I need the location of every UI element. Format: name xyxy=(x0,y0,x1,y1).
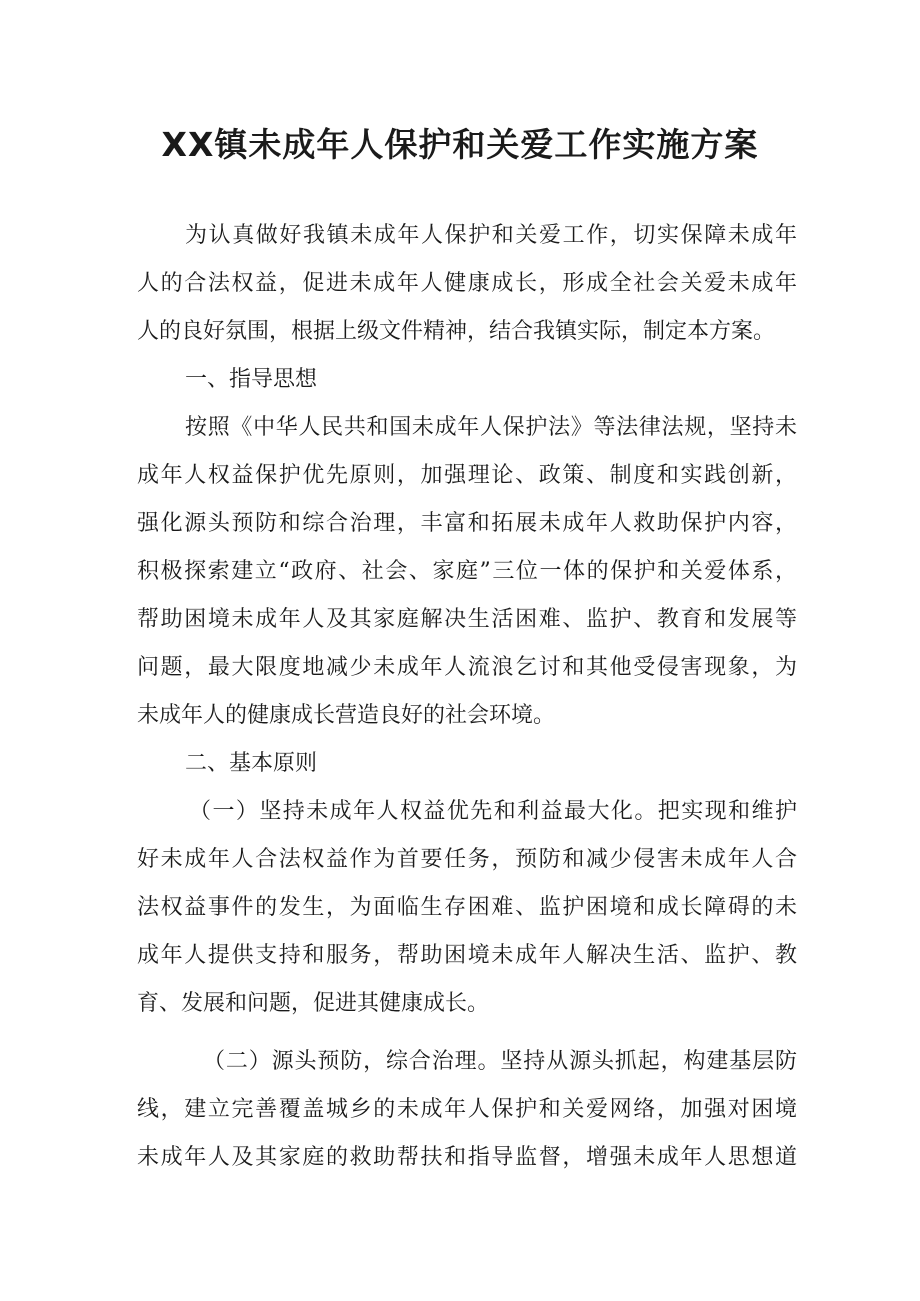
intro-line: 人的良好氛围，根据上级文件精神，结合我镇实际，制定本方案。 xyxy=(137,319,776,344)
paragraph-line: 未成年人及其家庭的救助帮扶和指导监督，增强未成年人思想道 xyxy=(137,1145,797,1170)
paragraph-line: 强化源头预防和综合治理，丰富和拓展未成年人救助保护内容， xyxy=(137,511,797,536)
paragraph-line: 帮助困境未成年人及其家庭解决生活困难、监护、教育和发展等 xyxy=(137,607,797,632)
paragraph-line: 好未成年人合法权益作为首要任务，预防和减少侵害未成年人合 xyxy=(137,847,797,872)
section-heading: 二、基本原则 xyxy=(185,751,318,776)
paragraph-line: 法权益事件的发生，为面临生存困难、监护困境和成长障碍的未 xyxy=(137,895,797,920)
paragraph-line: 线，建立完善覆盖城乡的未成年人保护和关爱网络，加强对困境 xyxy=(137,1097,797,1122)
section-heading: 一、指导思想 xyxy=(185,367,318,392)
intro-line: 为认真做好我镇未成年人保护和关爱工作，切实保障未成年 xyxy=(185,223,797,248)
paragraph-line: （二）源头预防，综合治理。坚持从源头抓起，构建基层防 xyxy=(203,1049,797,1074)
paragraph-gap xyxy=(137,1028,797,1038)
paragraph-line: 积极探索建立“政府、社会、家庭”三位一体的保护和关爱体系， xyxy=(137,559,797,584)
paragraph-line: （一）坚持未成年人权益优先和利益最大化。把实现和维护 xyxy=(189,799,797,824)
paragraph-line: 成年人权益保护优先原则，加强理论、政策、制度和实践创新， xyxy=(137,463,797,488)
paragraph-line: 按照《中华人民共和国未成年人保护法》等法律法规，坚持未 xyxy=(185,415,797,440)
paragraph-line: 育、发展和问题，促进其健康成长。 xyxy=(137,991,490,1016)
intro-line: 人的合法权益，促进未成年人健康成长，形成全社会关爱未成年 xyxy=(137,271,797,296)
paragraph-line: 问题，最大限度地减少未成年人流浪乞讨和其他受侵害现象，为 xyxy=(137,655,797,680)
paragraph-line: 成年人提供支持和服务，帮助困境未成年人解决生活、监护、教 xyxy=(137,943,797,968)
paragraph-line: 未成年人的健康成长营造良好的社会环境。 xyxy=(137,703,556,728)
document-body xyxy=(137,212,797,1182)
document-title: XX镇未成年人保护和关爱工作实施方案 xyxy=(161,125,759,164)
